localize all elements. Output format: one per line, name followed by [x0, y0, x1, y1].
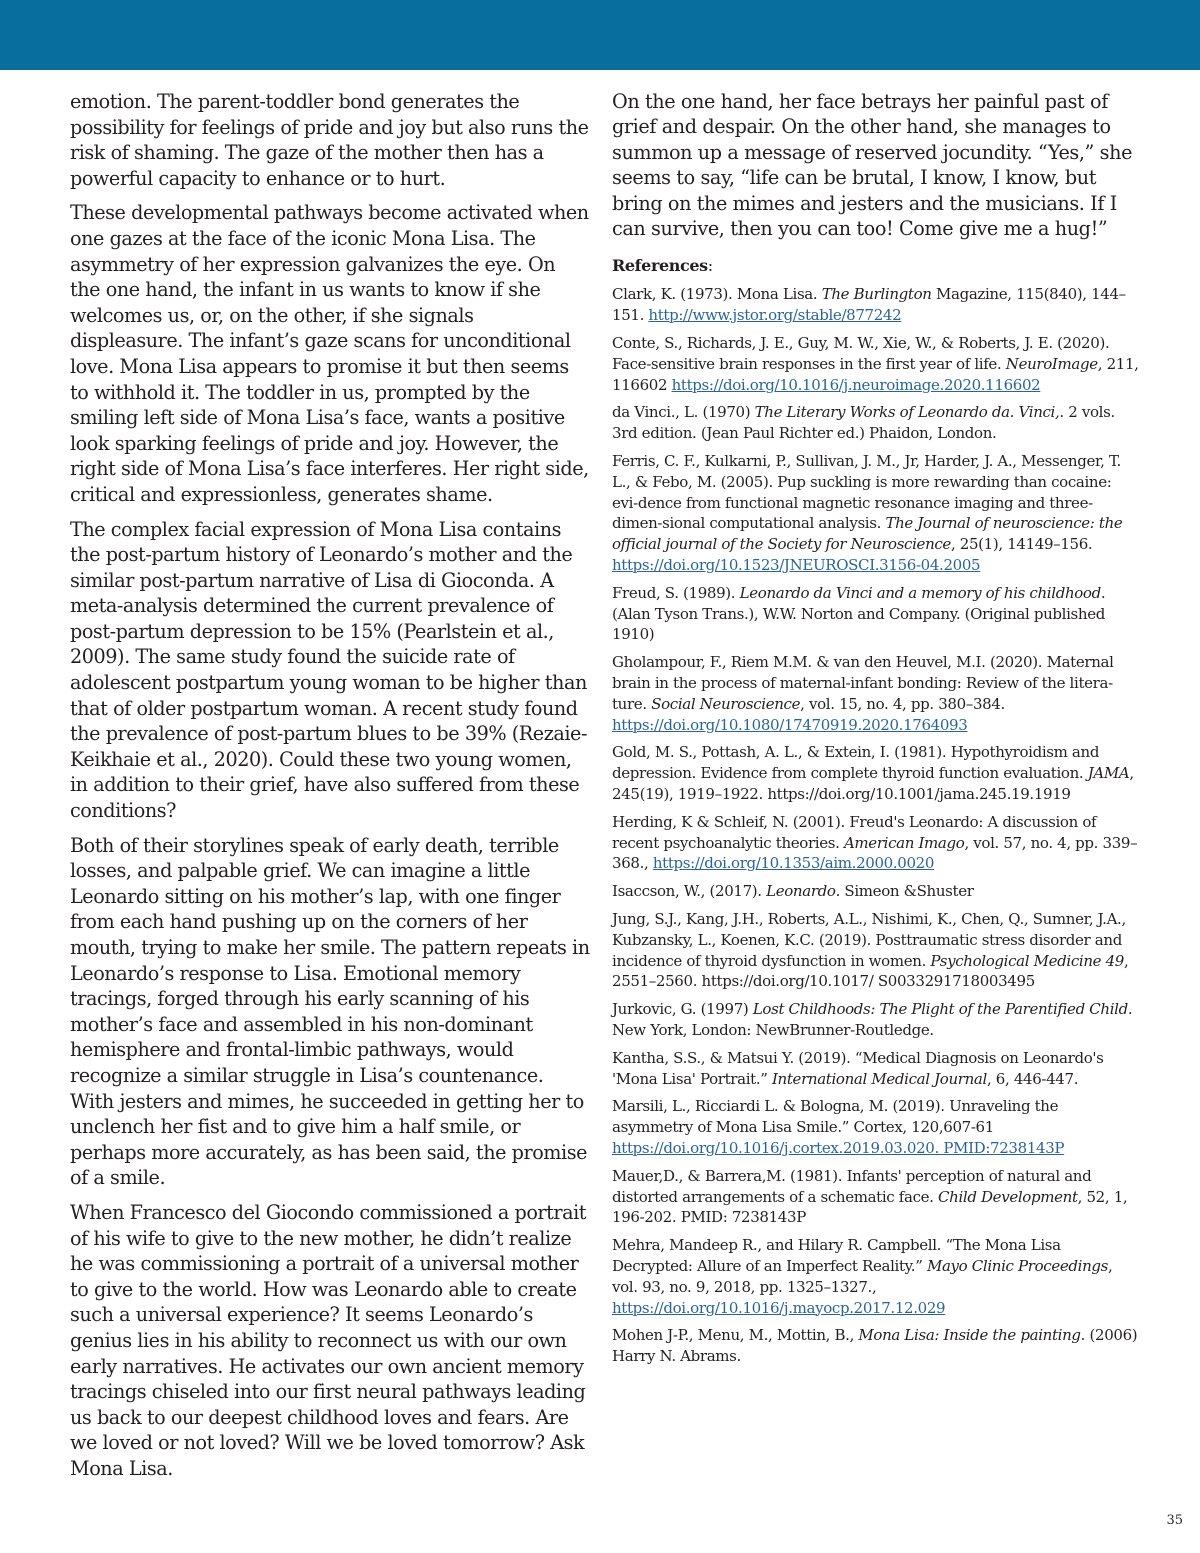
reference-text: Kantha, S.S., & Matsui Y. (2019). “Medical Diagnosis on Leonardo's 'Mona Lisa' Portrait.”	[612, 1048, 1104, 1088]
reference-link[interactable]: https://doi.org/10.1016/j.cortex.2019.03.020. PMID:7238143P	[612, 1138, 1065, 1157]
left-column	[70, 89, 590, 1490]
reference-title: Social Neuroscience	[651, 694, 801, 713]
reference-text: . New York, London: NewBrunner-Routledge.	[612, 1000, 1133, 1039]
reference-entry	[612, 1048, 1140, 1090]
reference-list	[612, 284, 1140, 1366]
reference-link[interactable]: https://doi.org/10.1353/aim.2000.0020	[652, 854, 935, 873]
reference-text: . 2 vols. 3rd edition. (Jean Paul Richter ed.) Phaidon, London.	[612, 403, 1115, 443]
reference-text: Mehra, Mandeep R., and Hilary R. Campbell. “The Mona Lisa Decrypted: Allure of an Imperfect Reality.”	[612, 1236, 1061, 1275]
reference-entry	[612, 999, 1140, 1041]
reference-title: American Imago	[843, 833, 965, 852]
reference-text: Ferris, C. F., Kulkarni, P., Sullivan, J. M., Jr, Harder, J. A., Messenger, T. L., & Febo, M. (2005). Pup suckling is more rewarding than cocaine: evi-dence from functional magnetic resonance imaging and three-dimen-sional computational analysis.	[612, 452, 1121, 533]
reference-entry	[612, 284, 1140, 326]
reference-entry	[612, 333, 1140, 395]
references-heading	[612, 255, 1140, 277]
references-heading-text: References	[612, 256, 708, 276]
page-number: 35	[1166, 1513, 1183, 1528]
reference-entry	[612, 1235, 1140, 1318]
reference-title: JAMA	[1087, 764, 1130, 783]
reference-text: Marsili, L., Ricciardi L. & Bologna, M. (2019). Unraveling the asymmetry of Mona Lisa Smile.” Cortex, 120,607-61	[612, 1097, 1059, 1137]
reference-text: Freud, S. (1989).	[612, 583, 740, 602]
reference-entry	[612, 402, 1140, 444]
body-paragraph: These developmental pathways become activated when one gazes at the face of the iconic Mona Lisa. The asymmetry of her expression galvanizes the eye. On the one hand, the infant in us wants to know if she welcomes us, or, on the other, if she signals displeasure. The infant’s gaze scans for unconditional love. Mona Lisa appears to promise it but then seems to withhold it. The toddler in us, prompted by the smiling left side of Mona Lisa’s face, wants a positive look sparking feelings of pride and joy. However, the right side of Mona Lisa’s face interferes. Her right side, critical and expressionless, generates shame.	[70, 201, 589, 506]
reference-title: Mayo Clinic Proceedings	[926, 1256, 1108, 1275]
reference-title: The Burlington	[821, 285, 932, 304]
reference-title: The Journal of neuroscience: the official journal of the Society for Neuroscience	[612, 514, 1123, 554]
reference-text: Magazine, 115(840), 144–151.	[612, 285, 1126, 325]
reference-entry	[612, 583, 1140, 645]
header-band	[0, 0, 1200, 70]
reference-entry	[612, 1096, 1140, 1158]
body-paragraph: emotion. The parent-toddler bond generates the possibility for feelings of pride and joy but also runs the risk of shaming. The gaze of the mother then has a powerful capacity to enhance or to hurt.	[70, 90, 589, 190]
reference-title: NeuroImage	[1005, 354, 1098, 373]
reference-text: , 52, 1, 196-202. PMID: 7238143P	[612, 1187, 1128, 1227]
right-column	[612, 89, 1140, 1367]
reference-title: Mona Lisa: Inside the painting	[858, 1326, 1081, 1345]
reference-text: Clark, K. (1973). Mona Lisa.	[612, 285, 822, 304]
closing-paragraph: On the one hand, her face betrays her painful past of grief and despair. On the other hand, she manages to summon up a message of reserved jocundity. “Yes,” she seems to say, “life can be brutal, I know, I know, but bring on the mimes and jesters and the musicians. If I can survive, then you can too! Come give me a hug!”	[612, 90, 1133, 241]
reference-entry	[612, 742, 1140, 804]
reference-title: Lost Childhoods: The Plight of the Parentified Child	[752, 1000, 1128, 1019]
reference-text: , 25(1), 14149–156.	[950, 535, 1093, 554]
reference-text: Jung, S.J., Kang, J.H., Roberts, A.L., Nishimi, K., Chen, Q., Sumner, J.A., Kubzansky, L., Koenen, K.C. (2019). Posttraumatic stress disorder and incidence of thyroid dysfunction in women.	[612, 909, 1126, 970]
reference-text: Jurkovic, G. (1997)	[612, 1000, 753, 1019]
reference-text: Conte, S., Richards, J. E., Guy, M. W., Xie, W., & Roberts, J. E. (2020). Face-sensitive brain responses in the first year of life.	[612, 334, 1110, 373]
reference-link[interactable]: https://doi.org/10.1080/17470919.2020.1764093	[612, 715, 968, 734]
body-paragraph: When Francesco del Giocondo commissioned a portrait of his wife to give to the new mother, he didn’t realize he was commissioning a portrait of a universal mother to give to the world. How was Leonardo able to create such a universal experience? It seems Leonardo’s genius lies in his ability to reconnect us with our own early narratives. He activates our own ancient memory tracings chiseled into our first neural pathways leading us back to our deepest childhood loves and fears. Are we loved or not loved? Will we be loved tomorrow? Ask Mona Lisa.	[70, 1200, 587, 1480]
reference-entry	[612, 909, 1140, 992]
reference-text: , vol. 93, no. 9, 2018, pp. 1325–1327.,	[612, 1256, 1113, 1296]
reference-title: International Medical Journal	[771, 1069, 987, 1088]
reference-text: , vol. 15, no. 4, pp. 380–384.	[800, 694, 1005, 713]
reference-entry	[612, 652, 1140, 735]
body-paragraph: The complex facial expression of Mona Lisa contains the post-partum history of Leonardo’s mother and the similar post-partum narrative of Lisa di Gioconda. A meta-analysis determined the current prevalence of post-partum depression to be 15% (Pearlstein et al., 2009). The same study found the suicide rate of adolescent postpartum young woman to be higher than that of older postpartum woman. A recent study found the prevalence of post-partum blues to be 39% (Rezaie-Keikhaie et al., 2020). Could these two young women, in addition to their grief, have also suffered from these conditions?	[70, 517, 587, 823]
reference-entry	[612, 1166, 1140, 1228]
reference-text: , vol. 57, no. 4, pp. 339–368.,	[612, 833, 1138, 873]
reference-link[interactable]: https://doi.org/10.1016/j.mayocp.2017.12.029	[612, 1298, 946, 1317]
reference-text: , 2551–2560. https://doi.org/10.1017/ S0033291718003495	[612, 951, 1129, 991]
reference-text: . (2006) Harry N. Abrams.	[612, 1326, 1138, 1366]
reference-link[interactable]: https://doi.org/10.1016/j.neuroimage.2020.116602	[671, 375, 1041, 394]
reference-entry	[612, 1325, 1140, 1367]
reference-text: Mohen J-P., Menu, M., Mottin, B.,	[612, 1326, 859, 1345]
reference-text: . (Alan Tyson Trans.), W.W. Norton and Company. (Original published 1910)	[612, 583, 1106, 644]
reference-text: Gold, M. S., Pottash, A. L., & Extein, I. (1981). Hypothyroidism and depression. Evidence from complete thyroid function evaluation.	[612, 743, 1100, 783]
reference-entry	[612, 881, 1140, 902]
reference-title: Child Development	[938, 1187, 1078, 1206]
references-heading-colon: :	[707, 256, 713, 276]
reference-text: Mauer,D., & Barrera,M. (1981). Infants' perception of natural and distorted arrangements of a schematic face.	[612, 1166, 1092, 1206]
reference-text: da Vinci., L. (1970)	[612, 403, 755, 422]
reference-text: Gholampour, F., Riem M.M. & van den Heuvel, M.I. (2020). Maternal brain in the process of maternal-infant bonding: Review of the litera-ture.	[612, 653, 1114, 713]
reference-link[interactable]: https://doi.org/10.1523/JNEUROSCI.3156-04.2005	[612, 556, 981, 574]
reference-text: . Simeon &Shuster	[835, 882, 974, 901]
reference-title: Leonardo	[766, 882, 836, 901]
reference-entry	[612, 812, 1140, 874]
reference-text: , 6, 446-447.	[986, 1069, 1079, 1088]
reference-entry	[612, 451, 1140, 576]
reference-title: Psychological Medicine 49	[930, 951, 1124, 970]
reference-title: Leonardo da Vinci and a memory of his childhood	[739, 583, 1101, 602]
reference-link[interactable]: http://www.jstor.org/stable/877242	[648, 306, 902, 325]
reference-title: The Literary Works of Leonardo da. Vinci,	[754, 403, 1060, 422]
reference-text: , 245(19), 1919–1922. https://doi.org/10.1001/jama.245.19.1919	[612, 764, 1134, 803]
reference-text: , 211, 116602	[612, 354, 1139, 394]
body-paragraph: Both of their storylines speak of early death, terrible losses, and palpable grief. We can imagine a little Leonardo sitting on his mother’s lap, with one finger from each hand pushing up on the corners of her mouth, trying to make her smile. The pattern repeats in Leonardo’s response to Lisa. Emotional memory tracings, forged through his early scanning of his mother’s face and assembled in his non-dominant hemisphere and frontal-limbic pathways, would recognize a similar struggle in Lisa’s countenance. With jesters and mimes, he succeeded in getting her to unclench her fist and to give him a half smile, or perhaps more accurately, as has been said, the promise of a smile.	[70, 833, 590, 1190]
reference-text: Herding, K & Schleif, N. (2001). Freud's Leonardo: A discussion of recent psychoanalytic theories.	[612, 812, 1097, 852]
reference-text: Isaccson, W., (2017).	[612, 882, 767, 901]
